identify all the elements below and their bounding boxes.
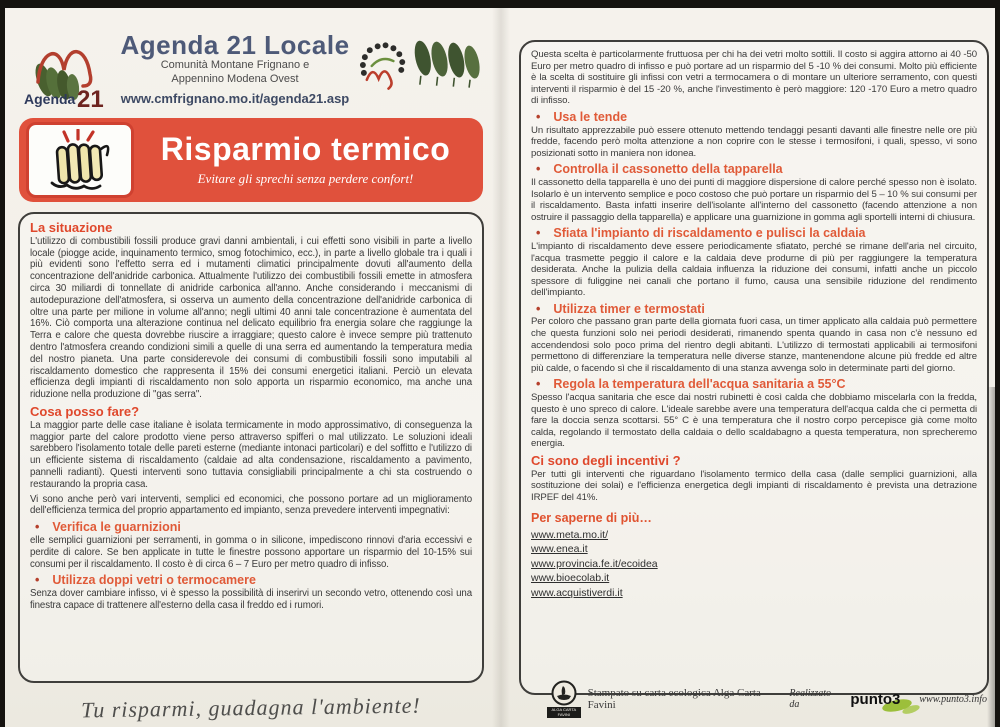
title-banner [19,118,483,202]
link-acquistiverdi[interactable]: www.acquistiverdi.it [531,586,623,599]
masthead-subtitle-line1: Comunità Montane Frignano e [160,59,310,72]
heading-incentivi: Ci sono degli incentivi ? [531,453,681,468]
heading-per-saperne-di-piu: Per saperne di più… [531,511,652,526]
left-text-box [18,212,484,683]
heading-la-situazione: La situazione [30,220,113,235]
bullet-title: Controlla il cassonetto della tapparella [553,162,783,177]
paragraph-intro: Questa scelta è particolarmente fruttuosa per chi ha dei vetri molto sottili. Il costo si aggira attorno ai 40 -50 Euro per metro quadro di infisso e può portare ad un risparmio del 5 -10 % dei consumi. Molto più efficiente è la scelta di sostituire gli infissi con vetri a termocamera o di montare un ulteriore serramento, con questi interventi il risparmio è del 15 -20 %, anche l'investimento è però maggiore: 120 -170 Euro a metro quadro di infisso. [531,49,977,107]
bullet-timer-termostati [531,301,977,316]
bullet-title: Utilizza doppi vetri o termocamere [52,573,256,588]
radiator-icon-box [26,122,134,198]
paragraph-sfiata: L'impianto di riscaldamento deve essere periodicamente sfiatato, perché se rimane dell'aria nel circuito, l'acqua trasmette peggio il calore e la caldaia deve produrne di più per raggiungere la temperatura desiderata. Anche la pulizia della caldaia influenza la riduzione dei consumi, infatti anche un piccolo spessore di fuliggine nei canali che portano il fumo, causa una sensibile riduzione del rendimento dell'impianto. [531,240,977,299]
bullet-title: Verifica le guarnizioni [52,520,181,535]
page-fold-shadow [492,8,510,727]
alga-carta-stamp-label: ALGA CARTA FAVINI [547,707,581,718]
bullet-icon: • [536,301,541,316]
leaflet-title: Risparmio termico [160,131,451,168]
bullet-icon: • [536,162,541,177]
bullet-icon: • [35,573,40,588]
banner-text [134,133,483,187]
masthead [114,30,356,106]
alga-carta-stamp-icon [551,680,577,706]
realizzato-da-label: Realizzato da [789,688,832,710]
bullet-regola-temperatura [531,379,977,391]
link-enea[interactable]: www.enea.it [531,543,588,556]
bullet-icon: • [35,520,40,535]
bullet-title: Usa le tende [553,109,628,124]
bullet-sfiata-impianto [531,228,977,240]
leaves-logo [411,36,484,92]
paragraph-cosa-2: Vi sono anche però vari interventi, semplici ed economici, che possono portare ad un miglioramento dell'efficienza termica del proprio appartamento ed impianto, senza prevedere interventi impegnativi: [30,493,472,517]
alga-carta-stamp [547,680,581,718]
paragraph-doppi-vetri: Senza dover cambiare infisso, vi è spesso la possibilità di inserirvi un secondo vetro, ottenendo così una finestra capace di trattenere all'esterno della casa il freddo ed i rumori. [30,588,472,611]
bullet-doppi-vetri [30,575,472,587]
masthead-url: www.cmfrignano.mo.it/agenda21.asp [120,90,350,106]
paragraph-cosa-1: La maggior parte delle case italiane è isolata termicamente in modo approssimativo, di conseguenza la maggior parte del calore prodotto viene perso attraverso spifferi o mal utilizzato. Le soluzioni ideali sarebbero l'isolamento totale delle pareti esterne (mediante intonaci particolari) e del soffitto e l'utilizzo di un efficiente sistema di riscaldamento (caldaie ad alta condensazione, riscaldamento a pavimento, pannelli radianti). Questi interventi sono tuttavia consigliabili principalmente a chi sta costruendo o restaurando la propria casa. [30,419,472,490]
bullet-icon: • [536,226,541,241]
leaflet-subtitle: Evitare gli sprechi senza perdere confort! [197,170,414,186]
agenda21-logo-number: 21 [77,86,104,110]
paragraph-la-situazione: L'utilizzo di combustibili fossili produce gravi danni ambientali, i cui effetti sono visibili in parte a livello locale (piogge acide, inquinamento termico, smog fotochimico, ecc.), in parte a livello globale tra i quali i più evidenti sono l'effetto serra ed i mutamenti climatici principalmente dovuti all'aumento della concentrazione dell'anidride carbonica. Attualmente l'utilizzo dei combustibili fossili emette in atmosfera circa 30 miliardi di tonnellate di anidride carbonica all'anno. Anche considerando i meccanismi di autodepurazione dell'atmosfera, si osserva un aumento della concentrazione dell'anidride carbonica di oltre una parte per milione in volume all'anno; negli ultimi 40 anni tale concentrazione è aumentata del 16%. Ciò comporta una alterazione continua nel delicato equilibrio fra energia solare che raggiunge la Terra e calore che questa dovrebbe riuscire a irraggiare; questo calore è invece sempre più trattenuto dentro l'atmosfera creando condizioni simili a quelle di una serra ed aumentando la temperatura media del nostro pianeta. Una parte considerevole dei consumi di combustibili fossili sono imputabili al riscaldamento domestico che rappresenta il 15% dei consumi energetici italiani. Perciò un elevata efficienza degli impianti di riscaldamento non solo apporta un risparmio economico, ma anche una riduzione nella produzione di "gas serra". [30,235,472,401]
bullet-icon: • [536,109,541,124]
printed-on-text: Stampato su carta ecologica Alga Carta Favini [587,687,761,711]
punto3-credit [789,688,989,710]
bullet-verifica-guarnizioni [30,522,472,534]
link-bioecolab[interactable]: www.bioecolab.it [531,572,610,585]
radiator-icon [38,129,122,191]
left-page [18,28,484,727]
bullet-title: Utilizza timer e termostati [553,301,705,316]
punto3-logo: punto3 [846,691,904,708]
paragraph-guarnizioni: elle semplici guarnizioni per serramenti, in gomma o in silicone, impediscono rinnovi d'aria eccessivi e perdite di calore. Se ben applicate in tutte le finestre possono apportare un risparmio del 10-15% sui consumi per il riscaldamento. Il costo è di circa 6 – 7 Euro per metro quadro di infisso. [30,534,472,570]
paragraph-incentivi: Per tutti gli interventi che riguardano l'isolamento termico della casa (dalle semplici guarnizioni, alla sostituzione dei solai) e l'efficienza energetica degli impianti di riscaldamento è prevista una detrazione IRPEF del 41%. [531,468,977,503]
bullet-icon: • [536,377,541,392]
right-page [519,28,989,727]
agenda21-logo [18,30,114,110]
left-page-header [18,30,484,112]
scanned-leaflet [5,8,995,727]
bullet-cassonetto [531,164,977,176]
bullet-usa-le-tende [531,109,977,124]
heading-cosa-posso-fare: Cosa posso fare? [30,403,140,419]
header-logos [356,30,484,92]
paragraph-timer: Per coloro che passano gran parte della giornata fuori casa, un timer applicato alla caldaia può permettere che questa funzioni solo nei periodi desiderati, rimanendo spenta quando in casa non c'è nessuno ed accendendosi solo poco prima del rientro degli abitanti. L'utilizzo di termostati applicabili ai termosifoni permettono di differenziare la temperatura nelle diverse stanze, mantenendone alcune più fredde ed altre più calde, o facendo sì che il riscaldamento di una stanza avvenga solo in determinate parti del giorno. [531,316,977,374]
bullet-title: Regola la temperatura dell'acqua sanitaria a 55°C [553,377,846,392]
paragraph-tende: Un risultato apprezzabile può essere ottenuto mettendo tendaggi pesanti davanti alle finestre nelle ore più fredde, facendo però molta attenzione a non coprire con le stesse i termosifoni, i quali, spesso, vi sono posizionati sotto in maniera non idonea. [531,124,977,159]
bullet-title: Sfiata l'impianto di riscaldamento e pulisci la caldaia [553,226,866,241]
agenda21-logo-text: Agenda [24,91,76,107]
link-meta[interactable]: www.meta.mo.it/ [531,528,609,541]
print-footer [547,679,989,719]
alga-carta-credit [547,680,789,718]
paragraph-regola: Spesso l'acqua sanitaria che esce dai nostri rubinetti è così calda che dobbiamo miscelarla con la fredda, questo è uno spreco di calore. L'ideale sarebbe avere una temperatura dell'acqua calda che ci permetta di fare la doccia senza scottarsi. 55° C è una temperatura che il nostro corpo percepisce già come molto calda, regolando il termostato della caldaia o dello scaldabagno a questa temperatura, non sprecheremo energia. [531,392,977,450]
paragraph-cassonetto: Il cassonetto della tapparella è uno dei punti di maggiore dispersione di calore perché spesso non è isolato. Isolarlo è un intervento semplice e poco costoso che può portare un risparmio del 5 – 10 % sui consumi per il riscaldamento. Basta infatti inserire dell'isolante all'interno del cassonetto (facendo attenzione a non ostruire il passaggio della tapparella) e applicare una guarnizione in gomma agli sportelli interni di chiusura. [531,176,977,223]
link-provincia-fe[interactable]: www.provincia.fe.it/ecoidea [531,557,658,570]
masthead-title: Agenda 21 Locale [120,30,350,60]
right-text-box [519,40,989,695]
punto3-url[interactable]: www.punto3.info [919,693,987,705]
dots-arc-logo [356,36,409,92]
slogan: Tu risparmi, guadagna l'ambiente! [81,692,421,723]
masthead-subtitle-line2: Appennino Modena Ovest [171,73,299,86]
